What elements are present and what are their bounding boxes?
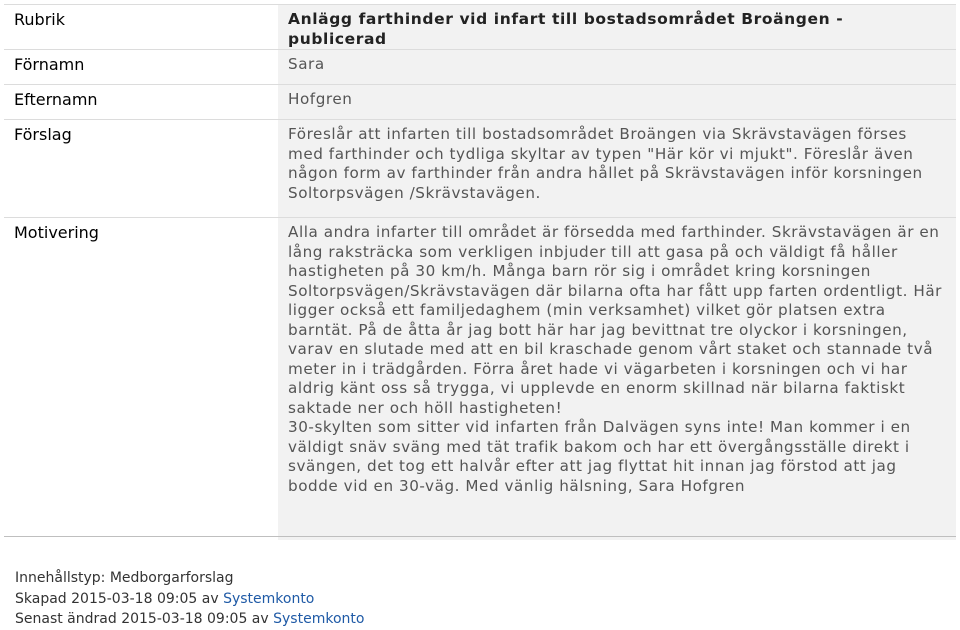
rubrik-value: Anlägg farthinder vid infart till bostadsområdet Broängen - publicerad — [278, 5, 956, 50]
fornamn-value: Sara — [278, 50, 956, 85]
proposal-form-table — [4, 4, 956, 540]
forslag-label: Förslag — [4, 120, 278, 218]
fornamn-label: Förnamn — [4, 50, 278, 85]
metadata-footer — [15, 568, 364, 630]
rubrik-label: Rubrik — [4, 5, 278, 50]
row-motivering — [4, 218, 956, 540]
efternamn-label: Efternamn — [4, 85, 278, 120]
motivering-label: Motivering — [4, 218, 278, 540]
row-fornamn — [4, 50, 956, 85]
row-forslag — [4, 120, 956, 218]
modified-by-link[interactable]: Systemkonto — [273, 611, 365, 627]
efternamn-value: Hofgren — [278, 85, 956, 120]
content-type-line: Innehållstyp: Medborgarforslag — [15, 570, 234, 586]
created-by-link[interactable]: Systemkonto — [223, 590, 315, 607]
row-efternamn — [4, 85, 956, 120]
modified-line — [15, 609, 364, 630]
forslag-value: Föreslår att infarten till bostadsområdet Broängen via Skrävstavägen förses med farthinder och tydliga skyltar av typen "Här kör vi mjukt". Föreslår även någon form av farthinder från andra hållet på Skrävstavägen inför korsningen Soltorpsvägen /Skrävstavägen. — [278, 120, 956, 218]
created-prefix: Skapad 2015-03-18 09:05 av — [15, 590, 224, 607]
modified-prefix: Senast ändrad 2015-03-18 09:05 av — [15, 611, 274, 627]
motivering-paragraph-1: Alla andra infarter till området är försedda med farthinder. Skrävstavägen är en lång raksträcka som verkligen inbjuder till att gasa på och väldigt få håller hastigheten på 30 km/h. Många barn rör sig i området kring korsningen Soltorpsvägen/Skrävstavägen där bilarna ofta har fått upp farten ordentligt. Här ligger också ett familjedaghem (min verksamhet) vilket gör platsen extra barntät. På de åtta år jag bott här har jag bevittnat tre olyckor i korsningen, varav en slutade med att en bil kraschade genom vårt staket och stannade två meter in i trädgården. Förra året hade vi vägarbeten i korsningen och vi har aldrig känt oss så trygga, vi upplevde en enorm skillnad när bilarna faktiskt saktade ner och höll hastigheten! — [288, 223, 942, 417]
row-rubrik — [4, 5, 956, 50]
created-line — [15, 589, 364, 610]
footer-divider — [4, 536, 956, 537]
motivering-value — [278, 218, 956, 540]
motivering-paragraph-2: 30-skylten som sitter vid infarten från Dalvägen syns inte! Man kommer i en väldigt snäv sväng med tät trafik bakom och har ett övergångsställe direkt i svängen, det tog ett halvår efter att jag flyttat hit innan jag förstod att jag bodde vid en 30-väg. Med vänlig hälsning, Sara Hofgren — [288, 418, 911, 495]
